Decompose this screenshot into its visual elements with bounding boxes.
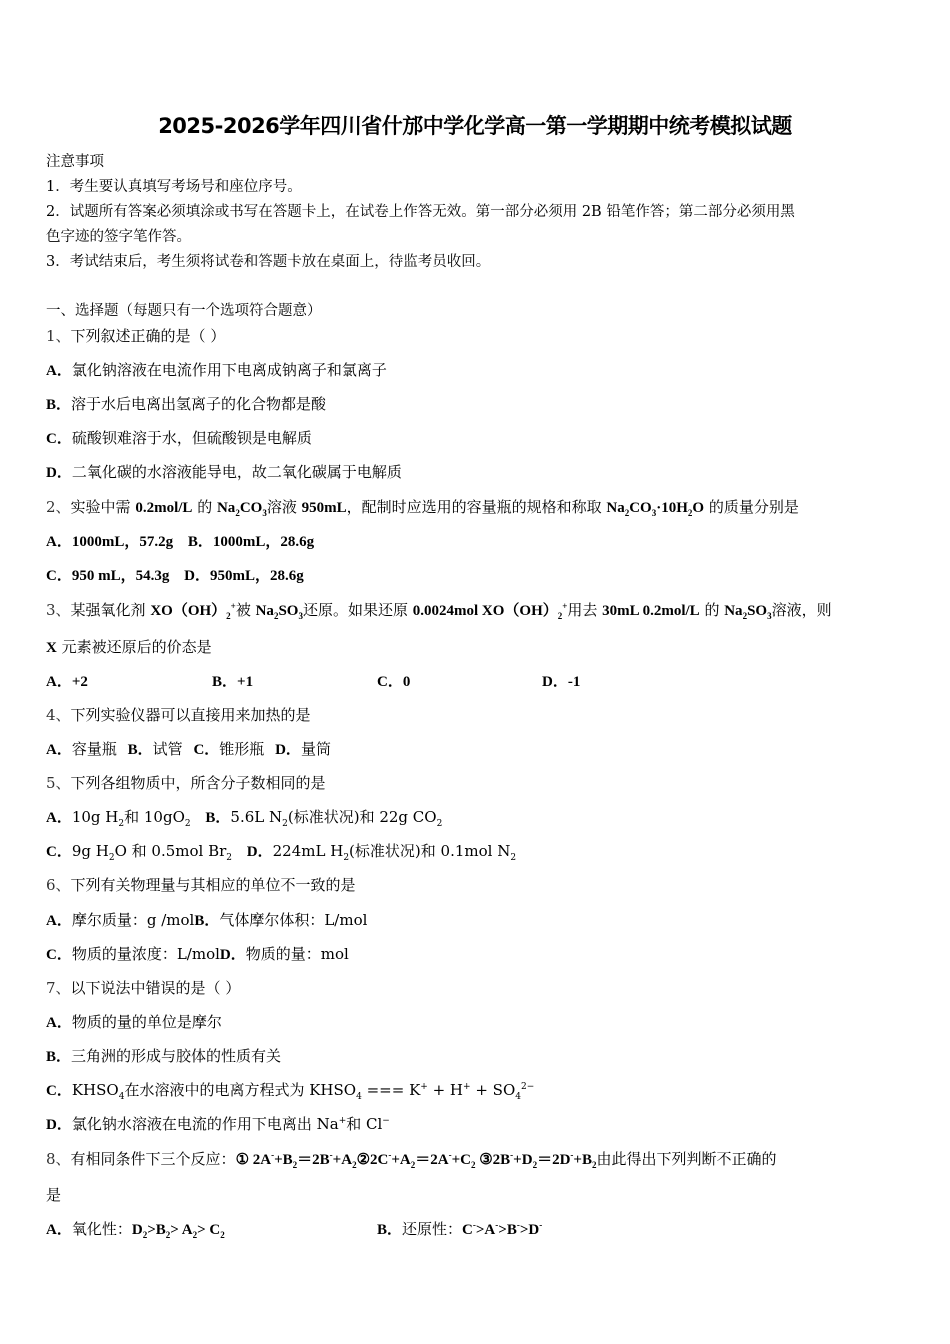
stem-text: ③2B <box>475 1152 511 1168</box>
question-4-option-c[interactable] <box>193 739 264 760</box>
superscript: - <box>271 1150 275 1160</box>
superscript: - <box>388 1150 392 1160</box>
subscript: 2 <box>687 508 693 518</box>
question-4-option-d[interactable] <box>275 739 331 760</box>
section-heading: 一、选择题（每题只有一个选项符合题意） <box>46 303 322 319</box>
question-6-option-b[interactable] <box>194 910 367 931</box>
option-label: D． <box>46 1117 72 1133</box>
subscript: 2 <box>591 1160 597 1170</box>
subscript: 2 <box>273 611 279 621</box>
stem-text: O <box>692 500 705 516</box>
subscript: 2 <box>292 1160 298 1170</box>
stem-text: +D <box>513 1152 533 1168</box>
page-title: 2025-2026学年四川省什邡中学化学高一第一学期期中统考模拟试题 <box>158 114 792 138</box>
question-5-options-row-2 <box>46 841 516 862</box>
question-8-option-a[interactable] <box>46 1219 225 1240</box>
option-label: B． <box>127 742 153 758</box>
question-text: 下列有关物理量与其相应的单位不一致的是 <box>70 876 356 894</box>
subscript: 4 <box>515 1092 521 1102</box>
subscript: 2 <box>624 508 630 518</box>
stem-text: 溶液，则 <box>771 601 832 619</box>
option-text: >B <box>498 1222 517 1238</box>
option-text: 溶于水后电离出氢离子的化合物都是酸 <box>71 395 327 413</box>
option-label: A． <box>46 363 72 379</box>
stem-text: SO <box>278 603 299 619</box>
option-label: C． <box>377 674 403 690</box>
question-4-option-b[interactable] <box>128 739 183 760</box>
stem-text: X <box>46 640 57 656</box>
subscript: 3 <box>298 611 303 621</box>
option-label: B． <box>46 1049 72 1065</box>
question-3-option-a[interactable] <box>46 671 88 692</box>
question-5-options-row-1 <box>46 807 442 828</box>
question-2-option-c[interactable] <box>46 565 169 586</box>
superscript: 2− <box>520 1082 535 1092</box>
subscript: 2 <box>226 853 233 863</box>
option-label: D． <box>184 568 210 584</box>
option-text: 物质的量：mol <box>245 945 349 963</box>
question-6-option-a[interactable] <box>46 910 194 931</box>
question-2-options-row-2 <box>46 565 304 586</box>
subscript: 2 <box>352 1160 357 1170</box>
question-5-stem <box>46 773 326 793</box>
question-6-option-d[interactable] <box>220 944 349 965</box>
subscript: 2 <box>436 819 443 829</box>
stem-text: 用去 <box>567 601 603 619</box>
stem-text: ，配制时应选用的容量瓶的规格和称取 <box>346 498 607 516</box>
stem-text: 某强氧化剂 <box>70 601 151 619</box>
subscript: 2 <box>184 819 191 829</box>
option-label: D． <box>246 844 273 860</box>
subscript: 2 <box>557 611 563 621</box>
stem-text: 的 <box>192 498 217 516</box>
question-1-stem <box>46 326 225 346</box>
subscript: 2 <box>165 1230 171 1240</box>
option-text: +1 <box>237 674 254 690</box>
notice-item-3: 3．考试结束后，考生须将试卷和答题卡放在桌面上，待监考员收回。 <box>46 254 491 270</box>
option-label: C． <box>46 844 72 860</box>
option-text: C <box>462 1222 473 1238</box>
option-label: D． <box>275 742 301 758</box>
option-text: 锥形瓶 <box>219 740 265 758</box>
option-text: >D <box>519 1222 540 1238</box>
question-3-stem <box>46 600 832 621</box>
option-text: 氧化性： <box>71 1220 132 1238</box>
option-text: 试管 <box>152 740 183 758</box>
superscript: + <box>338 1116 347 1126</box>
superscript: - <box>495 1220 499 1230</box>
option-text: 还原性： <box>402 1220 463 1238</box>
option-text: +2 <box>71 674 88 690</box>
option-text: 1000mL，28.6g <box>212 534 315 550</box>
subscript: 4 <box>118 1092 125 1102</box>
stem-text: 由此得出下列判断不正确的 <box>596 1150 777 1168</box>
notice-item-2: 2．试题所有答案必须填涂或书写在答题卡上，在试卷上作答无效。第一部分必须用 2B 铅笔作答；第二部分必须用黑 <box>46 204 795 220</box>
option-label: B． <box>187 534 213 550</box>
question-3-option-c[interactable] <box>377 671 410 692</box>
option-text: 物质的量浓度：L/mol <box>71 945 220 963</box>
question-2-option-a[interactable] <box>46 531 173 552</box>
option-label: A． <box>46 742 72 758</box>
subscript: 2 <box>470 1160 476 1170</box>
stem-text: 的 <box>699 601 725 619</box>
question-4-option-a[interactable] <box>46 739 117 760</box>
stem-text: 0.2mol/L <box>135 500 193 516</box>
option-text: KHSO <box>71 1081 119 1099</box>
subscript: 2 <box>192 1230 198 1240</box>
question-2-options-row-1 <box>46 531 314 552</box>
question-8-option-b[interactable] <box>377 1219 542 1240</box>
question-6-stem <box>46 875 356 895</box>
option-text: 0 <box>402 674 411 690</box>
question-1-option-b[interactable] <box>46 394 326 415</box>
question-5-option-d[interactable] <box>247 841 516 862</box>
option-text: O 和 0.5mol Br <box>114 842 227 860</box>
option-text: >A <box>475 1222 496 1238</box>
question-1-option-a[interactable] <box>46 360 387 381</box>
question-2-option-d[interactable] <box>184 565 304 586</box>
stem-text: +B <box>573 1152 592 1168</box>
question-number: 3、 <box>46 601 71 619</box>
option-label: B． <box>194 913 220 929</box>
subscript: 2 <box>220 1230 225 1240</box>
superscript: + <box>420 1082 428 1092</box>
stem-text: 950mL <box>301 500 347 516</box>
option-text: 1000mL，57.2g <box>71 534 174 550</box>
stem-text: 还原。如果还原 <box>302 601 413 619</box>
question-number: 5、 <box>46 774 71 792</box>
question-6-options-row-1 <box>46 910 367 931</box>
option-text: 气体摩尔体积：L/mol <box>219 911 368 929</box>
question-2-option-b[interactable] <box>188 531 314 552</box>
option-label: A． <box>46 810 72 826</box>
superscript: + <box>562 601 568 611</box>
subscript: 2 <box>532 1160 538 1170</box>
question-5-option-c[interactable] <box>46 841 232 862</box>
notice-item-2-cont: 色字迹的签字笔作答。 <box>46 229 191 245</box>
option-label: B． <box>377 1222 403 1238</box>
notice-heading: 注意事项 <box>46 154 104 170</box>
stem-text: 0.0024mol XO（OH） <box>412 603 558 619</box>
question-8-stem-cont: 是 <box>46 1186 62 1204</box>
question-7-option-c[interactable] <box>46 1080 534 1101</box>
option-label: B． <box>205 810 231 826</box>
subscript: 2 <box>118 819 125 829</box>
question-6-options-row-2 <box>46 944 349 965</box>
superscript: - <box>570 1150 574 1160</box>
option-text: 9g H <box>71 842 109 860</box>
stem-text: 的质量分别是 <box>704 498 799 516</box>
stem-text: 溶液 <box>266 498 302 516</box>
option-label: C． <box>46 431 72 447</box>
stem-text: 元素被还原后的价态是 <box>56 638 212 656</box>
stem-text: XO（OH） <box>150 603 227 619</box>
option-label: C． <box>46 1083 72 1099</box>
question-number: 4、 <box>46 706 71 724</box>
option-text: 950mL，28.6g <box>209 568 304 584</box>
question-number: 7、 <box>46 979 71 997</box>
question-1-option-c[interactable] <box>46 428 312 449</box>
question-number: 2、 <box>46 498 71 516</box>
stem-text: 有相同条件下三个反应： <box>70 1150 236 1168</box>
stem-text: Na <box>724 603 743 619</box>
option-text: 硫酸钡难溶于水，但硫酸钡是电解质 <box>71 429 312 447</box>
stem-text: ＝2D <box>537 1152 571 1168</box>
superscript: - <box>539 1220 543 1230</box>
option-label: D． <box>46 465 72 481</box>
question-1-option-d[interactable] <box>46 462 402 483</box>
option-text: 5.6L N <box>230 808 283 826</box>
stem-text: +A <box>332 1152 353 1168</box>
question-7-stem <box>46 978 240 998</box>
stem-text: ②2C <box>356 1152 389 1168</box>
option-text: === K <box>361 1081 421 1099</box>
option-text: 容量瓶 <box>71 740 117 758</box>
stem-text: ＝2A <box>415 1152 449 1168</box>
option-text: 在水溶液中的电离方程式为 KHSO <box>124 1081 357 1099</box>
stem-text: Na <box>255 603 274 619</box>
option-text: + H <box>427 1081 464 1099</box>
subscript: 2 <box>282 819 288 829</box>
question-7-option-d[interactable] <box>46 1114 390 1135</box>
question-4-options-row <box>46 739 331 760</box>
stem-text: CO <box>629 500 652 516</box>
question-text: 以下说法中错误的是（ ） <box>70 979 241 997</box>
option-label: D． <box>219 947 246 963</box>
option-label: A． <box>46 534 72 550</box>
option-text: (标准状况)和 22g CO <box>287 808 437 826</box>
question-5-option-b[interactable] <box>205 807 442 828</box>
question-2-stem <box>46 497 799 518</box>
subscript: 2 <box>226 611 231 621</box>
option-text: -1 <box>567 674 581 690</box>
subscript: 3 <box>767 611 772 621</box>
superscript: - <box>516 1220 520 1230</box>
superscript: + <box>230 601 236 611</box>
option-text: >B <box>147 1222 166 1238</box>
option-text: D <box>131 1222 143 1238</box>
option-label: A． <box>46 674 72 690</box>
option-text: 950 mL，54.3g <box>71 568 170 584</box>
option-text: 二氧化碳的水溶液能导电，故二氧化碳属于电解质 <box>71 463 402 481</box>
option-label: D． <box>542 674 568 690</box>
question-6-option-c[interactable] <box>46 944 220 965</box>
subscript: 2 <box>410 1160 416 1170</box>
question-number: 6、 <box>46 876 71 894</box>
subscript: 2 <box>108 853 115 863</box>
superscript: - <box>472 1220 476 1230</box>
option-label: B． <box>46 397 72 413</box>
stem-text: +B <box>274 1152 293 1168</box>
question-3-option-d[interactable] <box>542 671 580 692</box>
question-4-stem <box>46 705 311 725</box>
option-text: 和 Cl <box>346 1115 383 1133</box>
stem-text: Na <box>216 500 236 516</box>
subscript: 2 <box>142 1230 148 1240</box>
option-text: 10g H <box>71 808 119 826</box>
option-text: 摩尔质量：g /mol <box>71 911 195 929</box>
option-label: B． <box>212 674 238 690</box>
question-8-stem <box>46 1149 776 1170</box>
subscript: 4 <box>356 1092 362 1102</box>
question-text: 下列叙述正确的是（ ） <box>70 327 226 345</box>
option-text: 量筒 <box>300 740 331 758</box>
superscript: - <box>448 1150 452 1160</box>
stem-text: +A <box>391 1152 411 1168</box>
option-label: A． <box>46 913 72 929</box>
stem-text: 实验中需 <box>70 498 136 516</box>
stem-text: ① 2A <box>235 1152 272 1168</box>
option-text: > A <box>170 1222 193 1238</box>
superscript: + <box>463 1082 471 1092</box>
option-text: + SO <box>470 1081 516 1099</box>
option-label: C． <box>46 947 72 963</box>
stem-text: +C <box>451 1152 471 1168</box>
question-number: 8、 <box>46 1150 71 1168</box>
option-text: 氯化钠溶液在电流作用下电离成钠离子和氯离子 <box>71 361 387 379</box>
stem-text: ＝2B <box>297 1152 330 1168</box>
option-label: A． <box>46 1222 72 1238</box>
stem-text: Na <box>606 500 625 516</box>
subscript: 2 <box>510 853 517 863</box>
option-label: A． <box>46 1015 72 1031</box>
question-text: 下列实验仪器可以直接用来加热的是 <box>70 706 311 724</box>
notice-item-1: 1．考生要认真填写考场号和座位序号。 <box>46 179 302 195</box>
question-number: 1、 <box>46 327 71 345</box>
option-text: (标准状况)和 0.1mol N <box>349 842 511 860</box>
question-5-option-a[interactable] <box>46 807 191 828</box>
superscript: − <box>382 1116 390 1126</box>
subscript: 2 <box>742 611 748 621</box>
question-3-stem-cont <box>46 637 212 658</box>
question-3-option-b[interactable] <box>212 671 253 692</box>
subscript: 3 <box>262 508 267 518</box>
stem-text: ·10H <box>656 500 688 516</box>
subscript: 2 <box>235 508 240 518</box>
superscript: - <box>510 1150 514 1160</box>
subscript: 3 <box>651 508 657 518</box>
question-text: 下列各组物质中，所含分子数相同的是 <box>70 774 326 792</box>
superscript: - <box>329 1150 333 1160</box>
stem-text: 被 <box>235 601 256 619</box>
option-label: C． <box>46 568 72 584</box>
option-text: 氯化钠水溶液在电流的作用下电离出 Na <box>71 1115 339 1133</box>
option-text: 三角洲的形成与胶体的性质有关 <box>71 1047 282 1065</box>
question-7-option-b[interactable] <box>46 1046 281 1067</box>
option-text: 物质的量的单位是摩尔 <box>71 1013 222 1031</box>
option-text: > C <box>197 1222 221 1238</box>
stem-text: CO <box>239 500 263 516</box>
subscript: 2 <box>343 853 350 863</box>
option-text: 224mL H <box>272 842 344 860</box>
question-7-option-a[interactable] <box>46 1012 222 1033</box>
stem-text: 30mL 0.2mol/L <box>602 603 700 619</box>
option-label: C． <box>193 742 220 758</box>
option-text: 和 10gO <box>124 808 185 826</box>
stem-text: SO <box>747 603 768 619</box>
